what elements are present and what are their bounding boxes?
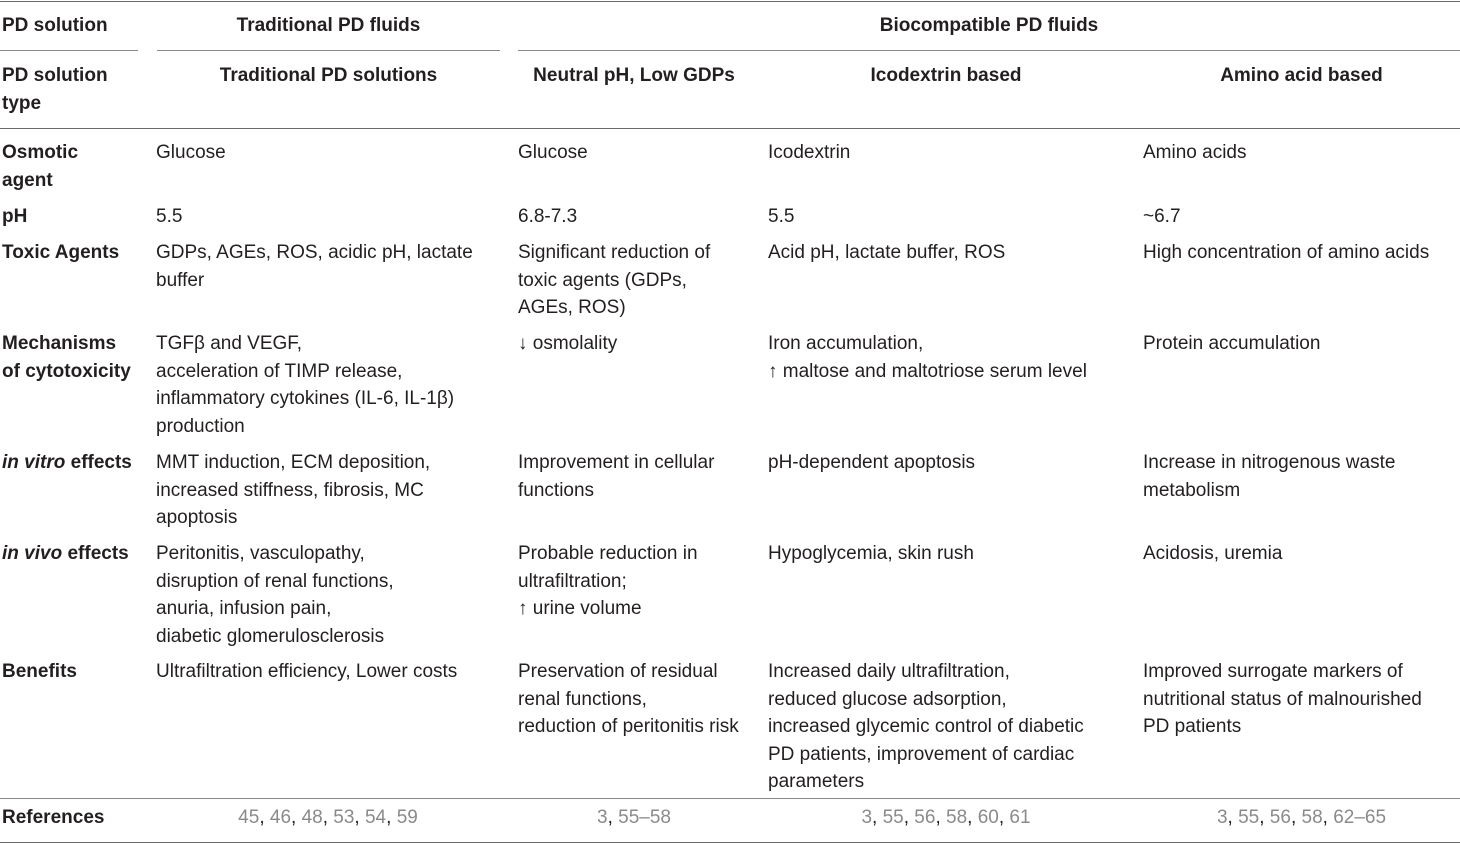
reference-separator: , <box>1290 807 1302 828</box>
table-cell: Significant reduction of toxic agents (GDPs, AGEs, ROS) <box>518 242 711 318</box>
reference-separator: , <box>1322 807 1334 828</box>
table-cell: Increased daily ultrafiltration, reduced glucose adsorption, increased glycemic control of diabetic PD patients, improvement of cardiac parameters <box>768 661 1084 792</box>
row-label-references: References <box>2 807 105 828</box>
reference-link[interactable]: 61 <box>1009 807 1031 828</box>
row-label-benefits: Benefits <box>2 661 77 682</box>
biocompatible-group-rule <box>518 50 1460 51</box>
reference-link[interactable]: 55–58 <box>618 807 671 828</box>
traditional-group-rule <box>157 50 500 51</box>
table-cell: Protein accumulation <box>1143 333 1321 354</box>
reference-separator: , <box>1259 807 1270 828</box>
reference-link[interactable]: 46 <box>269 807 292 828</box>
reference-link[interactable]: 56 <box>1269 807 1291 828</box>
table-cell: Iron accumulation, ↑ maltose and maltotriose serum level <box>768 333 1087 382</box>
row-label-in-vivo <box>2 540 129 568</box>
table-cell: Acid pH, lactate buffer, ROS <box>768 242 1006 263</box>
reference-separator: , <box>354 807 365 828</box>
row1-label-rule <box>0 50 138 51</box>
reference-separator: , <box>607 807 619 828</box>
table-cell: Glucose <box>156 142 226 163</box>
row-label-osmotic-agent: Osmotic agent <box>2 142 79 191</box>
table-cell: Improvement in cellular functions <box>518 452 715 501</box>
table-cell: High concentration of amino acids <box>1143 242 1430 263</box>
row-label-mechanisms: Mechanisms of cytotoxicity <box>2 333 131 382</box>
reference-link[interactable]: 55 <box>1238 807 1260 828</box>
reference-link[interactable]: 3 <box>597 807 608 828</box>
reference-separator: , <box>322 807 334 828</box>
table-cell: 5.5 <box>768 206 795 227</box>
table-cell: MMT induction, ECM deposition, increased stiffness, fibrosis, MC apoptosis <box>156 452 431 528</box>
table-cell: Icodextrin <box>768 142 851 163</box>
table-cell: ↓ osmolality <box>518 333 618 354</box>
table-cell: Peritonitis, vasculopathy, disruption of renal functions, anuria, infusion pain, diabetic glomerulosclerosis <box>156 543 394 647</box>
table-cell: Ultrafiltration efficiency, Lower costs <box>156 661 458 682</box>
table-cell: Probable reduction in ultrafiltration; ↑ urine volume <box>518 543 698 619</box>
reference-separator: , <box>998 807 1010 828</box>
table-cell: Amino acids <box>1143 142 1247 163</box>
table-cell: Glucose <box>518 142 588 163</box>
reference-link[interactable]: 62–65 <box>1333 807 1387 828</box>
table-cell: Increase in nitrogenous waste metabolism <box>1143 452 1396 501</box>
table-cell: 5.5 <box>156 206 183 227</box>
reference-link[interactable]: 53 <box>333 807 355 828</box>
reference-link[interactable]: 59 <box>396 807 418 828</box>
reference-link[interactable]: 3 <box>1216 807 1228 828</box>
header-row1-label: PD solution <box>2 15 108 36</box>
table-cell: Preservation of residual renal functions, reduction of peritonitis risk <box>518 661 739 737</box>
row-label-rest: effects <box>62 543 129 564</box>
row-label-rest: effects <box>65 452 132 473</box>
reference-separator: , <box>935 807 946 828</box>
reference-separator: , <box>259 807 270 828</box>
reference-link[interactable]: 60 <box>977 807 999 828</box>
column-header-icodextrin: Icodextrin based <box>870 65 1022 86</box>
references-top-rule <box>0 798 1460 799</box>
reference-link[interactable]: 56 <box>914 807 936 828</box>
row-label-toxic-agents: Toxic Agents <box>2 242 120 263</box>
reference-separator: , <box>903 807 915 828</box>
reference-link[interactable]: 58 <box>1301 807 1323 828</box>
column-header-traditional: Traditional PD solutions <box>219 65 438 86</box>
reference-cell <box>1143 804 1460 832</box>
reference-separator: , <box>291 807 302 828</box>
traditional-fluids-group-header: Traditional PD fluids <box>236 15 421 36</box>
column-header-amino-acid: Amino acid based <box>1220 65 1383 86</box>
table-cell: ~6.7 <box>1143 206 1181 227</box>
reference-link[interactable]: 54 <box>364 807 387 828</box>
reference-link[interactable]: 3 <box>861 807 873 828</box>
table-top-rule <box>0 1 1460 2</box>
row-label-italic: in vitro <box>2 452 66 473</box>
reference-cell <box>156 804 500 832</box>
reference-cell <box>518 804 750 832</box>
table-cell: 6.8-7.3 <box>518 206 578 227</box>
reference-separator: , <box>1227 807 1239 828</box>
table-cell: Acidosis, uremia <box>1143 543 1283 564</box>
row-label-in-vitro <box>2 449 132 477</box>
reference-cell <box>768 804 1124 832</box>
reference-separator: , <box>872 807 883 828</box>
header-bottom-rule <box>0 128 1460 129</box>
reference-separator: , <box>967 807 978 828</box>
reference-link[interactable]: 48 <box>301 807 323 828</box>
row-label-ph: pH <box>2 206 28 227</box>
table-cell: TGFβ and VEGF, acceleration of TIMP release, inflammatory cytokines (IL-6, IL-1β) production <box>156 333 455 437</box>
reference-link[interactable]: 58 <box>946 807 968 828</box>
biocompatible-fluids-group-header: Biocompatible PD fluids <box>879 15 1099 36</box>
table-cell: GDPs, AGEs, ROS, acidic pH, lactate buffer <box>156 242 473 291</box>
reference-link[interactable]: 45 <box>238 807 260 828</box>
column-header-neutral-ph: Neutral pH, Low GDPs <box>533 65 735 86</box>
table-cell: Improved surrogate markers of nutritional status of malnourished PD patients <box>1143 661 1422 737</box>
reference-link[interactable]: 55 <box>882 807 904 828</box>
table-cell: Hypoglycemia, skin rush <box>768 543 974 564</box>
row-label-italic: in vivo <box>2 543 63 564</box>
header-row2-label: PD solution type <box>2 65 108 114</box>
table-cell: pH-dependent apoptosis <box>768 452 976 473</box>
reference-separator: , <box>386 807 397 828</box>
